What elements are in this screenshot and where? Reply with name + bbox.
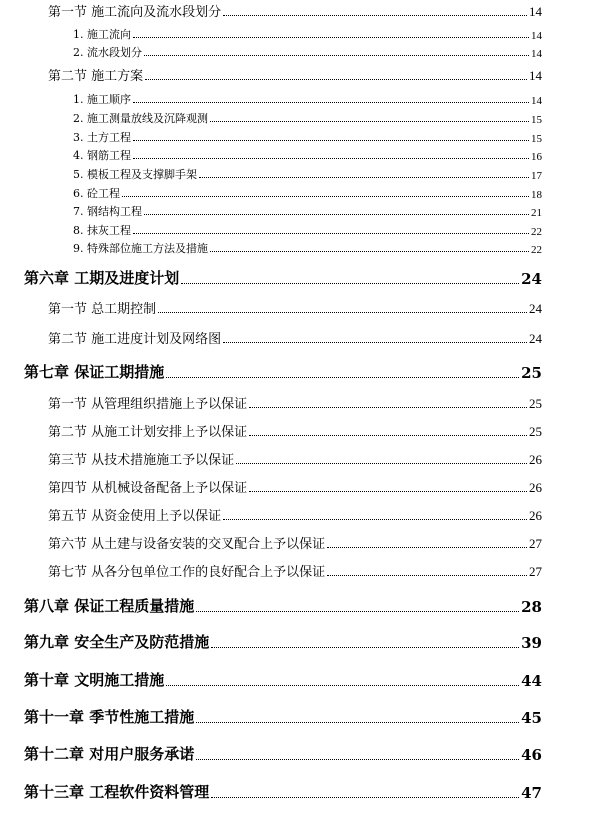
dot-leader bbox=[158, 312, 527, 313]
toc-section-entry[interactable] bbox=[48, 536, 542, 552]
toc-entry-title: 第七章 保证工期措施 bbox=[24, 363, 165, 381]
dot-leader bbox=[210, 251, 529, 252]
toc-entry-title: 第十二章 对用户服务承诺 bbox=[24, 745, 195, 763]
toc-entry-title: 第三节 从技术措施施工予以保证 bbox=[48, 453, 235, 468]
toc-entry-title: 第十三章 工程软件资料管理 bbox=[24, 783, 210, 801]
dot-leader bbox=[144, 214, 529, 215]
toc-section-entry[interactable] bbox=[48, 68, 542, 84]
dot-leader bbox=[211, 647, 519, 648]
dot-leader bbox=[210, 121, 529, 122]
toc-entry-page-number: 39 bbox=[521, 634, 542, 652]
toc-entry-title: 8. 抹灰工程 bbox=[73, 224, 131, 237]
toc-entry-page-number: 25 bbox=[521, 364, 542, 382]
dot-leader bbox=[181, 283, 519, 284]
toc-entry-page-number: 18 bbox=[531, 189, 542, 201]
dot-leader bbox=[133, 158, 529, 159]
dot-leader bbox=[133, 37, 529, 38]
toc-entry-title: 第一节 施工流向及流水段划分 bbox=[48, 5, 222, 20]
toc-entry-page-number: 44 bbox=[521, 672, 542, 690]
toc-section-entry[interactable] bbox=[48, 480, 542, 496]
dot-leader bbox=[223, 15, 527, 16]
toc-subsection-entry[interactable] bbox=[73, 242, 542, 256]
toc-section-entry[interactable] bbox=[48, 396, 542, 412]
toc-entry-title: 第七节 从各分包单位工作的良好配合上予以保证 bbox=[48, 565, 326, 580]
toc-chapter-entry[interactable] bbox=[24, 744, 542, 764]
dot-leader bbox=[166, 377, 519, 378]
toc-chapter-entry[interactable] bbox=[24, 268, 542, 288]
toc-entry-title: 5. 模板工程及支撑脚手架 bbox=[73, 168, 197, 181]
toc-chapter-entry[interactable] bbox=[24, 362, 542, 382]
toc-entry-title: 2. 施工测量放线及沉降观测 bbox=[73, 112, 208, 125]
toc-entry-page-number: 14 bbox=[531, 30, 542, 42]
toc-section-entry[interactable] bbox=[48, 508, 542, 524]
toc-subsection-entry[interactable] bbox=[73, 205, 542, 219]
dot-leader bbox=[236, 463, 527, 464]
toc-subsection-entry[interactable] bbox=[73, 131, 542, 145]
dot-leader bbox=[144, 55, 529, 56]
dot-leader bbox=[166, 685, 519, 686]
toc-chapter-entry[interactable] bbox=[24, 670, 542, 690]
dot-leader bbox=[327, 547, 527, 548]
dot-leader bbox=[133, 140, 529, 141]
toc-entry-title: 1. 施工流向 bbox=[73, 28, 131, 41]
dot-leader bbox=[122, 196, 529, 197]
toc-entry-page-number: 14 bbox=[531, 95, 542, 107]
dot-leader bbox=[249, 407, 527, 408]
toc-entry-page-number: 14 bbox=[529, 4, 542, 19]
toc-entry-title: 4. 钢筋工程 bbox=[73, 149, 131, 162]
toc-subsection-entry[interactable] bbox=[73, 149, 542, 163]
toc-entry-page-number: 24 bbox=[529, 301, 542, 316]
toc-subsection-entry[interactable] bbox=[73, 28, 542, 42]
dot-leader bbox=[196, 759, 519, 760]
dot-leader bbox=[249, 435, 527, 436]
toc-section-entry[interactable] bbox=[48, 331, 542, 347]
toc-entry-page-number: 25 bbox=[529, 396, 542, 411]
toc-entry-page-number: 22 bbox=[531, 226, 542, 238]
toc-entry-title: 第二节 施工方案 bbox=[48, 69, 144, 84]
toc-entry-page-number: 26 bbox=[529, 452, 542, 467]
toc-entry-title: 第八章 保证工程质量措施 bbox=[24, 597, 195, 615]
toc-entry-title: 9. 特殊部位施工方法及措施 bbox=[73, 242, 208, 255]
toc-entry-page-number: 27 bbox=[529, 564, 542, 579]
dot-leader bbox=[327, 575, 527, 576]
toc-entry-page-number: 27 bbox=[529, 536, 542, 551]
toc-entry-title: 3. 土方工程 bbox=[73, 131, 131, 144]
toc-subsection-entry[interactable] bbox=[73, 93, 542, 107]
toc-entry-title: 1. 施工顺序 bbox=[73, 93, 131, 106]
toc-entry-title: 第一节 总工期控制 bbox=[48, 302, 157, 317]
toc-section-entry[interactable] bbox=[48, 424, 542, 440]
toc-entry-page-number: 24 bbox=[521, 270, 542, 288]
toc-entry-title: 第五节 从资金使用上予以保证 bbox=[48, 509, 222, 524]
toc-section-entry[interactable] bbox=[48, 564, 542, 580]
toc-entry-title: 7. 钢结构工程 bbox=[73, 205, 142, 218]
dot-leader bbox=[249, 491, 527, 492]
toc-entry-page-number: 24 bbox=[529, 331, 542, 346]
toc-entry-title: 第十章 文明施工措施 bbox=[24, 671, 165, 689]
toc-entry-page-number: 26 bbox=[529, 508, 542, 523]
toc-section-entry[interactable] bbox=[48, 452, 542, 468]
toc-subsection-entry[interactable] bbox=[73, 112, 542, 126]
toc-entry-page-number: 45 bbox=[521, 709, 542, 727]
dot-leader bbox=[196, 722, 519, 723]
toc-subsection-entry[interactable] bbox=[73, 187, 542, 201]
toc-entry-page-number: 17 bbox=[531, 170, 542, 182]
toc-entry-title: 第四节 从机械设备配备上予以保证 bbox=[48, 481, 248, 496]
toc-entry-title: 第六节 从土建与设备安装的交叉配合上予以保证 bbox=[48, 537, 326, 552]
toc-entry-title: 6. 砼工程 bbox=[73, 187, 120, 200]
toc-chapter-entry[interactable] bbox=[24, 632, 542, 652]
toc-entry-page-number: 28 bbox=[521, 598, 542, 616]
toc-entry-page-number: 26 bbox=[529, 480, 542, 495]
toc-entry-title: 第九章 安全生产及防范措施 bbox=[24, 633, 210, 651]
toc-entry-page-number: 46 bbox=[521, 746, 542, 764]
toc-entry-page-number: 25 bbox=[529, 424, 542, 439]
toc-entry-page-number: 21 bbox=[531, 207, 542, 219]
toc-entry-title: 第二节 施工进度计划及网络图 bbox=[48, 332, 222, 347]
toc-subsection-entry[interactable] bbox=[73, 224, 542, 238]
dot-leader bbox=[196, 611, 519, 612]
dot-leader bbox=[223, 519, 527, 520]
toc-entry-page-number: 15 bbox=[531, 133, 542, 145]
toc-subsection-entry[interactable] bbox=[73, 168, 542, 182]
toc-entry-page-number: 16 bbox=[531, 151, 542, 163]
toc-entry-title: 第六章 工期及进度计划 bbox=[24, 269, 180, 287]
toc-entry-title: 2. 流水段划分 bbox=[73, 46, 142, 59]
toc-section-entry[interactable] bbox=[48, 4, 542, 20]
toc-entry-page-number: 14 bbox=[529, 68, 542, 83]
dot-leader bbox=[211, 797, 519, 798]
toc-entry-title: 第一节 从管理组织措施上予以保证 bbox=[48, 397, 248, 412]
dot-leader bbox=[145, 79, 527, 80]
toc-entry-title: 第十一章 季节性施工措施 bbox=[24, 708, 195, 726]
toc-chapter-entry[interactable] bbox=[24, 782, 542, 802]
toc-chapter-entry[interactable] bbox=[24, 707, 542, 727]
dot-leader bbox=[133, 102, 529, 103]
toc-entry-page-number: 47 bbox=[521, 784, 542, 802]
toc-subsection-entry[interactable] bbox=[73, 46, 542, 60]
dot-leader bbox=[133, 233, 529, 234]
dot-leader bbox=[199, 177, 529, 178]
toc-chapter-entry[interactable] bbox=[24, 596, 542, 616]
toc-entry-page-number: 14 bbox=[531, 48, 542, 60]
toc-entry-title: 第二节 从施工计划安排上予以保证 bbox=[48, 425, 248, 440]
toc-entry-page-number: 15 bbox=[531, 114, 542, 126]
toc-entry-page-number: 22 bbox=[531, 244, 542, 256]
toc-section-entry[interactable] bbox=[48, 301, 542, 317]
dot-leader bbox=[223, 342, 527, 343]
